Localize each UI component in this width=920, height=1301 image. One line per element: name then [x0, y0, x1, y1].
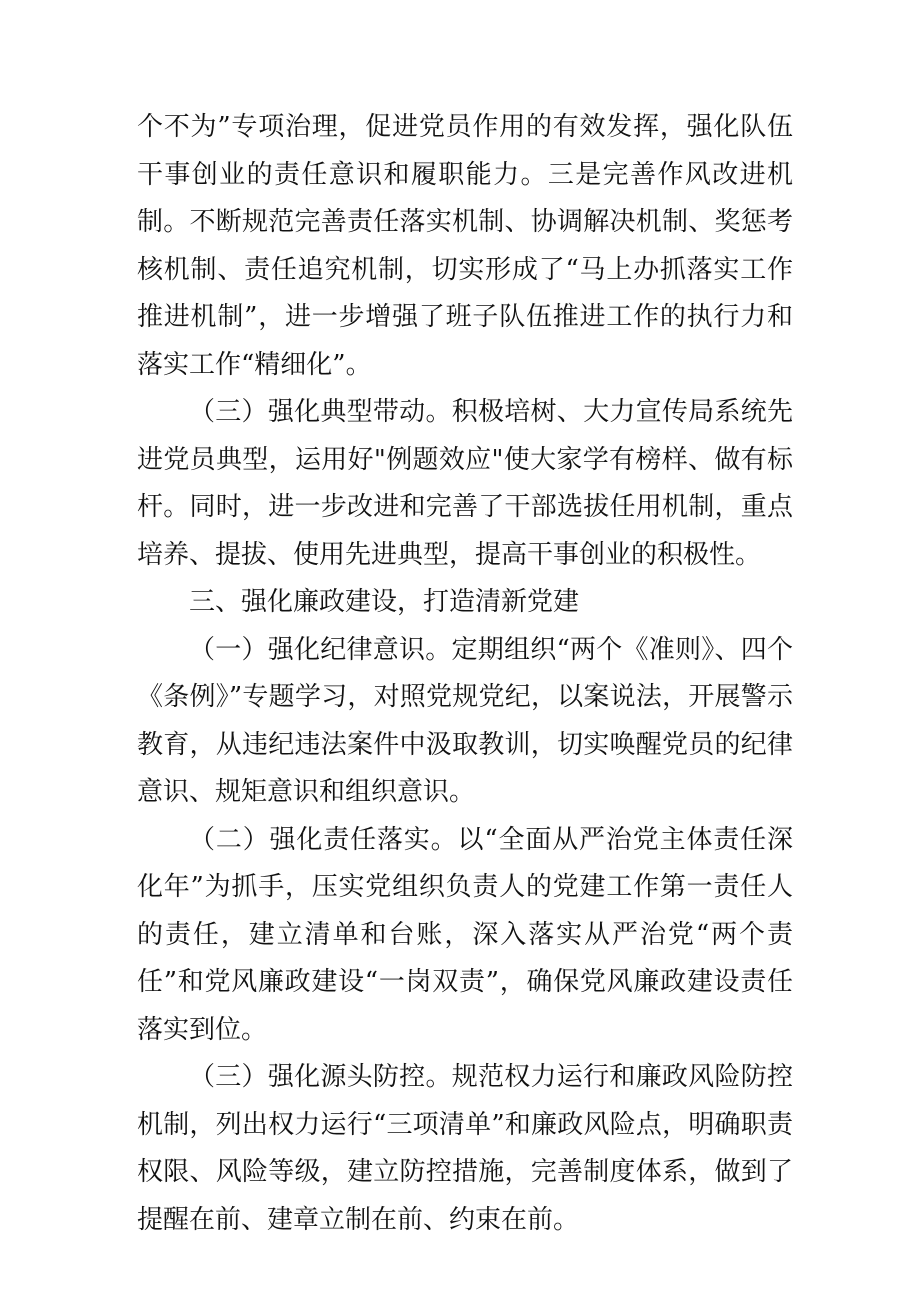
section-heading: 三、强化廉政建设，打造清新党建	[189, 587, 580, 617]
paragraph-typical-models: （三）强化典型带动。积极培树、大力宣传局系统先进党员典型，运用好"例题效应"使大家学有榜样、做有标杆。同时，进一步改进和完善了干部选拔任用机制，重点培养、提拔、使用先进典型，提高干事创业的积极性。	[137, 397, 793, 570]
paragraph-responsibility: （二）强化责任落实。以“全面从严治党主体责任深化年”为抓手，压实党组织负责人的党建工作第一责任人的责任，建立清单和台账，深入落实从严治党“两个责任”和党风廉政建设“一岗双责”，确保党风廉政建设责任落实到位。	[137, 824, 793, 1045]
paragraph-discipline: （一）强化纪律意识。定期组织“两个《准则》、四个《条例》”专题学习，对照党规党纪，以案说法，开展警示教育，从违纪违法案件中汲取教训，切实唤醒党员的纪律意识、规矩意识和组织意识。	[137, 634, 793, 807]
paragraph-continuation: 个不为”专项治理，促进党员作用的有效发挥，强化队伍干事创业的责任意识和履职能力。三是完善作风改进机制。不断规范完善责任落实机制、协调解决机制、奖惩考核机制、责任追究机制，切实形成了“马上办抓落实工作推进机制”，进一步增强了班子队伍推进工作的执行力和落实工作“精细化”。	[137, 112, 793, 380]
paragraph-prevention: （三）强化源头防控。规范权力运行和廉政风险防控机制，列出权力运行“三项清单”和廉政风险点，明确职责权限、风险等级，建立防控措施，完善制度体系，做到了提醒在前、建章立制在前、约束在前。	[137, 1062, 793, 1235]
document-body	[137, 104, 793, 1244]
